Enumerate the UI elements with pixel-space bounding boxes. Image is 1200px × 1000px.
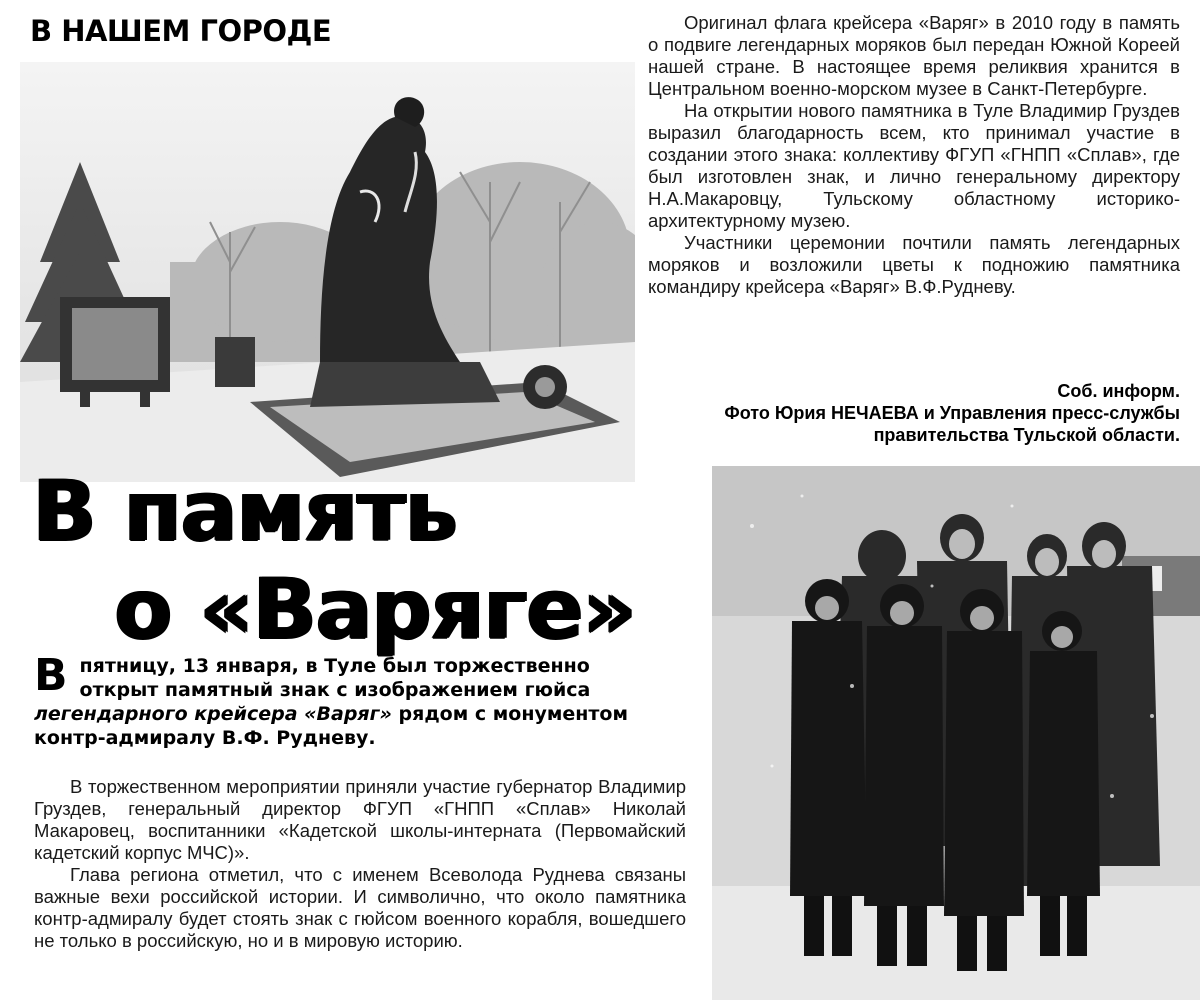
credits-line-1: Соб. информ. (1057, 381, 1180, 401)
body-paragraph: Оригинал флага крейсера «Варяг» в 2010 году в память о подвиге легендарных моряков был передан Южной Кореей нашей стране. В настоящее время реликвия хранится в Центральном военно-морском музее в Санкт-Петербурге. (648, 12, 1180, 99)
lead-dropcap: В (34, 650, 68, 701)
body-left-column (34, 776, 686, 952)
body-paragraph: На открытии нового памятника в Туле Владимир Груздев выразил благодарность всем, кто принимал участие в создании этого знака: коллективу ФГУП «ГНПП «Сплав», где был изготовлен знак, и лично генеральному директору Н.А.Макаровцу, Тульскому областному историко-архитектурному музею. (648, 100, 1180, 231)
body-paragraph: Участники церемонии почтили память легендарных моряков и возложили цветы к подножию памятника командиру крейсера «Варяг» В.Ф.Рудневу. (648, 232, 1180, 297)
monument-photo (20, 62, 635, 482)
headline-line-2: о «Варяге» (114, 560, 636, 658)
lead-text-italic: легендарного крейсера «Варяг» (34, 703, 392, 725)
body-paragraph: В торжественном мероприятии приняли участие губернатор Владимир Груздев, генеральный директор ФГУП «ГНПП «Сплав» Николай Макаровец, воспитанники «Кадетской школы-интерната (Первомайский кадетский корпус МЧС)». (34, 776, 686, 863)
headline-line-1: В память (32, 462, 457, 560)
article-headline (32, 462, 692, 658)
lead-text-part-1: пятницу, 13 января, в Туле был торжественно открыт памятный знак с изображением гюйса (79, 655, 591, 701)
body-paragraph: Глава региона отметил, что с именем Всеволода Руднева связаны важные вехи российской истории. И символично, что около памятника контр-адмиралу будет стоять знак с гюйсом военного корабля, вошедшего не только в российскую, но и в мировую историю. (34, 864, 686, 951)
group-photo (712, 466, 1200, 1000)
section-rubric: В НАШЕМ ГОРОДЕ (30, 14, 332, 48)
article-lead (34, 650, 674, 750)
lead-text-part-2: рядом с монументом контр-адмиралу В.Ф. Рудневу. (34, 703, 628, 749)
credits-line-2: Фото Юрия НЕЧАЕВА и Управления пресс-службы правительства Тульской области. (724, 403, 1180, 445)
body-right-column (648, 12, 1180, 298)
photo-credits (690, 380, 1180, 446)
